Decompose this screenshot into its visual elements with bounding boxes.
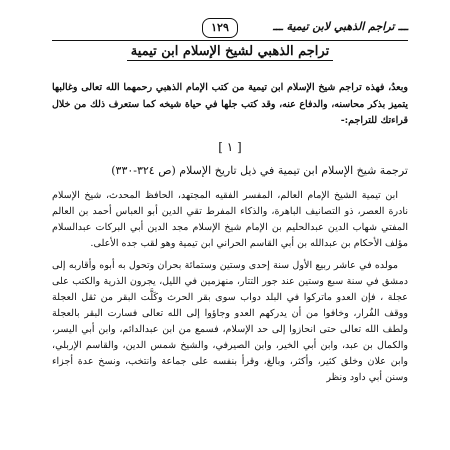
- running-header: [52, 18, 408, 41]
- page-number: ١٢٩: [202, 18, 238, 38]
- running-title: ـــ تراجم الذهبي لابن تيمية ـــ: [273, 20, 408, 33]
- chapter-title: [52, 44, 408, 59]
- intro-paragraph: وبعدُ، فهذه تراجم شيخ الإسلام ابن تيمية من كتب الإمام الذهبي رحمهما الله تعالى وغالبها يتميز بذكر محاسنه، والدفاع عنه، وقد كتب جلها في حياة شيخه كما ستعرف ذلك من خلال قراءتك للتراجم:-: [52, 82, 408, 126]
- chapter-title-text: تراجم الذهبي لشيخ الإسلام ابن تيمية: [127, 44, 333, 61]
- biography-text: [52, 188, 408, 392]
- section-number: [ ١ ]: [218, 140, 242, 154]
- bio-paragraph-1: ابن تيمية الشيخ الإمام العالم، المفسر الفقيه المجتهد، الحافظ المحدث، شيخ الإسلام نادرة العصر، ذو التصانيف الباهرة، والذكاء المفرط تقي الدين أبو العباس أحمد بن العالم المفتي شهاب الدين عبدالحليم بن الإمام شيخ الإسلام مجد الدين أبي البركات عبدالسلام مؤلف الأحكام بن عبدالله بن أبي القاسم الحراني ابن تيمية وهو لقب جده الأعلى.: [52, 190, 408, 249]
- bio-paragraph-2: مولده في عاشر ربيع الأول سنة إحدى وستين وستمائة بحران وتحول به أبوه وأقاربه إلى دمشق في سنة سبع وستين عند جور التتار، منهزمين في الليل، يجرون الذرية والكتب على عجلة ، فإن العدو ماتركوا في البلد دواب سوى بقر الحرث وكَلَّت البقر من ثقل العجلة ووقف الفُرار، وخافوا من أن يدركهم العدو وجاؤوا إلى الله تعالى فسارت البقر بالعجلة ولطف الله تعالى حتى انحازوا إلى حد الإسلام، فسمع من ابن عبدالدائم، وابن أبي اليسر، والكمال بن عبد، وابن أبي الخير، وابن الصيرفي، والشيخ شمس الدين، والقاسم الإربلي، وابن علان وخلق كثير، وأكثر، وبالغ، وقرأ بنفسه على جماعة وانتخب، ونسخ عدة أجزاء وسنن أبي داود ونظر: [52, 260, 408, 383]
- section-heading: ترجمة شيخ الإسلام ابن تيمية في ذيل تاريخ الإسلام (ص ٣٢٤-٣٣٠): [111, 164, 408, 177]
- intro-block: [52, 80, 408, 130]
- document-page: [52, 10, 408, 450]
